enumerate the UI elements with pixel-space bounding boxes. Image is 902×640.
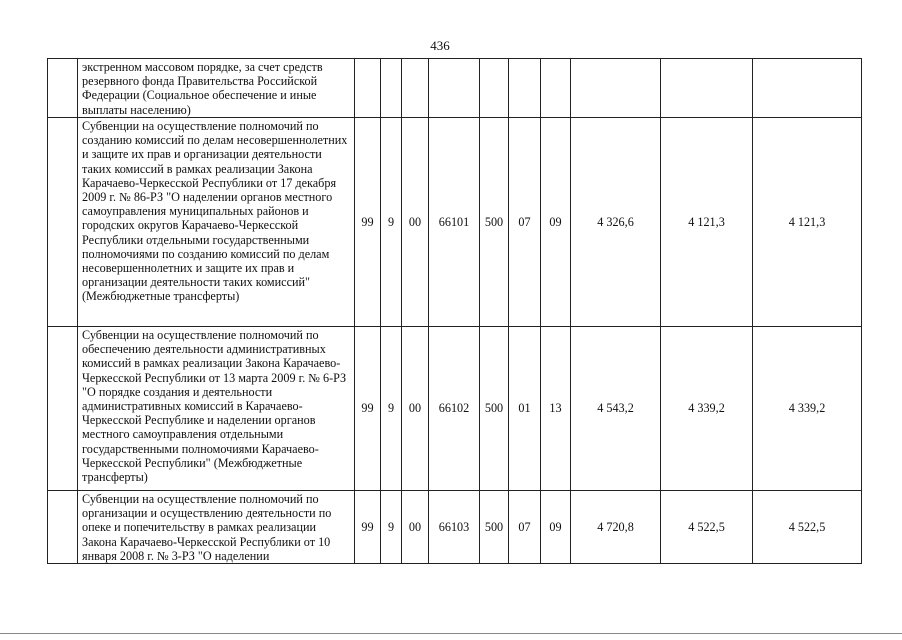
cell-c7: 09 [541, 491, 571, 564]
cell-c1 [355, 59, 381, 118]
cell-v2: 4 121,3 [661, 118, 753, 327]
cell-v1: 4 543,2 [571, 327, 661, 491]
blank-cell [48, 118, 78, 327]
cell-c3: 00 [402, 327, 429, 491]
table-row [48, 59, 862, 118]
cell-c2: 9 [381, 491, 402, 564]
cell-v3: 4 339,2 [753, 327, 862, 491]
cell-c6 [509, 59, 541, 118]
cell-c5: 500 [480, 327, 509, 491]
cell-v2: 4 339,2 [661, 327, 753, 491]
cell-c6: 07 [509, 491, 541, 564]
row-description: Субвенции на осуществление полномочий по созданию комиссий по делам несовершеннолетних и защите их прав и организации деятельности таких комиссий в рамках реализации Закона Карачаево-Черкесской Республики от 17 декабря 2009 г. № 86-РЗ "О наделении органов местного самоуправления муниципальных районов и городских округов Карачаево-Черкесской Республики отдельными государственными полномочиями по созданию комиссий по делам несовершеннолетних и защите их прав и организации деятельности таких комиссий" (Межбюджетные трансферты) [78, 118, 355, 327]
cell-c1: 99 [355, 327, 381, 491]
cell-c7 [541, 59, 571, 118]
cell-c1: 99 [355, 491, 381, 564]
table-row [48, 327, 862, 491]
cell-c7: 13 [541, 327, 571, 491]
cell-c5: 500 [480, 118, 509, 327]
cell-c7: 09 [541, 118, 571, 327]
cell-c3: 00 [402, 491, 429, 564]
cell-c6: 07 [509, 118, 541, 327]
cell-v3 [753, 59, 862, 118]
cell-c5: 500 [480, 491, 509, 564]
cell-c1: 99 [355, 118, 381, 327]
cell-v3: 4 121,3 [753, 118, 862, 327]
row-description: экстренном массовом порядке, за счет средств резервного фонда Правительства Российской Федерации (Социальное обеспечение и иные выплаты населению) [78, 59, 355, 118]
cell-c4: 66102 [429, 327, 480, 491]
cell-c2 [381, 59, 402, 118]
table-row [48, 118, 862, 327]
cell-c2: 9 [381, 118, 402, 327]
row-description: Субвенции на осуществление полномочий по организации и осуществлению деятельности по опеке и попечительству в рамках реализации Закона Карачаево-Черкесской Республики от 10 января 2008 г. № 3-РЗ "О наделении [78, 491, 355, 564]
cell-c2: 9 [381, 327, 402, 491]
cell-c4 [429, 59, 480, 118]
cell-c3: 00 [402, 118, 429, 327]
cell-c5 [480, 59, 509, 118]
cell-c4: 66103 [429, 491, 480, 564]
cell-v1: 4 326,6 [571, 118, 661, 327]
row-description: Субвенции на осуществление полномочий по обеспечению деятельности административных комиссий в рамках реализации Закона Карачаево-Черкесской Республики от 13 марта 2009 г. № 6-РЗ "О порядке создания и деятельности административных комиссий в Карачаево-Черкесской Республике и наделении органов местного самоуправления отдельными государственными полномочиями Карачаево-Черкесской Республики" (Межбюджетные трансферты) [78, 327, 355, 491]
cell-c6: 01 [509, 327, 541, 491]
blank-cell [48, 59, 78, 118]
table-row [48, 491, 862, 564]
blank-cell [48, 491, 78, 564]
cell-v2: 4 522,5 [661, 491, 753, 564]
cell-v3: 4 522,5 [753, 491, 862, 564]
cell-v1 [571, 59, 661, 118]
cell-v2 [661, 59, 753, 118]
cell-c4: 66101 [429, 118, 480, 327]
page-bottom-edge [0, 633, 902, 634]
cell-c3 [402, 59, 429, 118]
blank-cell [48, 327, 78, 491]
page-number: 436 [430, 38, 450, 53]
budget-table [47, 58, 862, 564]
cell-v1: 4 720,8 [571, 491, 661, 564]
